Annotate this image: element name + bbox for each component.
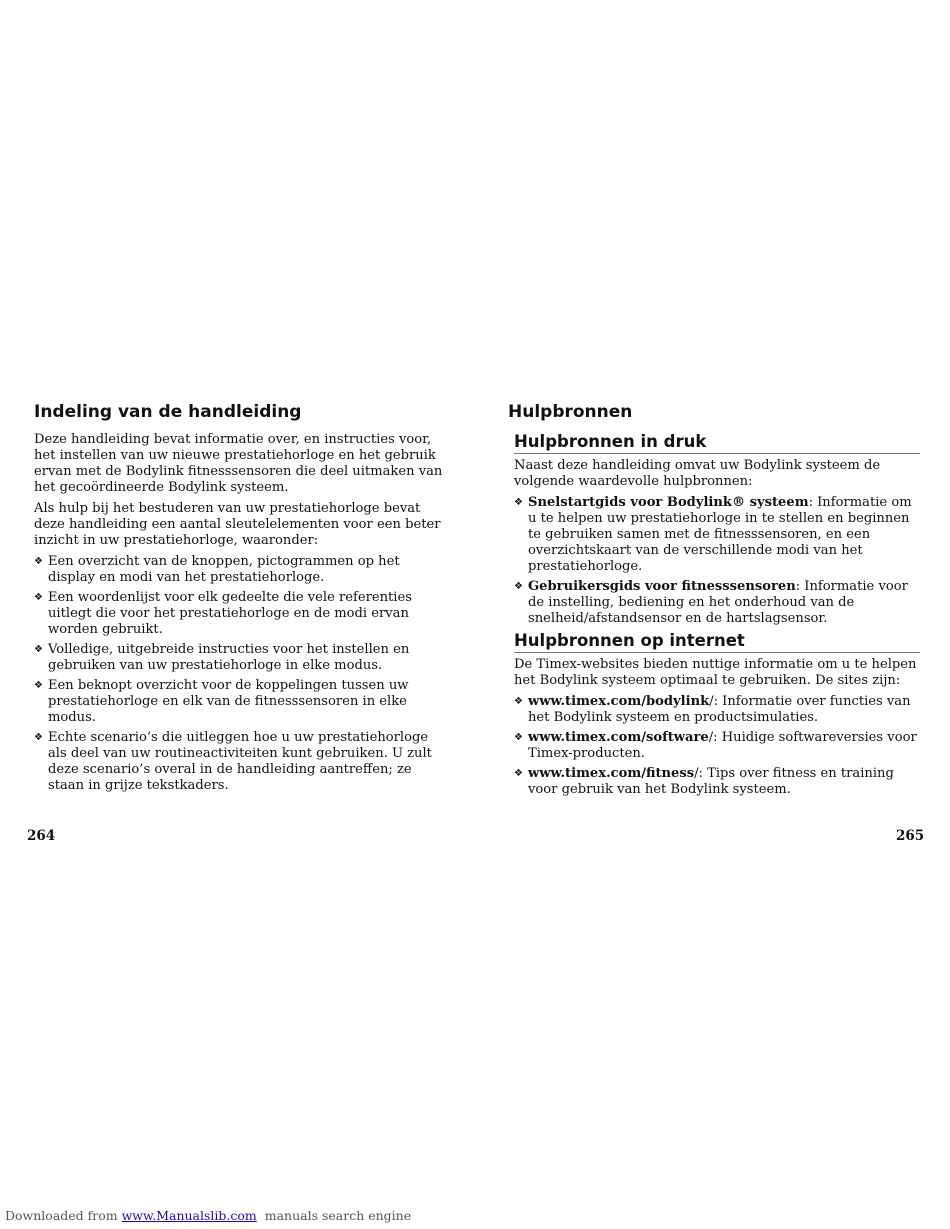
list-item bbox=[34, 678, 446, 726]
diamond-bullet-icon: ❖ bbox=[34, 556, 43, 567]
print-resources-list bbox=[514, 495, 920, 627]
download-footer bbox=[5, 1208, 411, 1223]
list-item-text: Een overzicht van de knoppen, pictogrammen op het display en modi van het prestatiehorloge. bbox=[48, 554, 400, 585]
print-resources-intro: Naast deze handleiding omvat uw Bodylink systeem de volgende waardevolle hulpbronnen: bbox=[514, 458, 881, 489]
left-bullet-list bbox=[34, 554, 446, 794]
list-item bbox=[514, 730, 920, 762]
internet-resources-list bbox=[514, 694, 920, 798]
right-page-number: 265 bbox=[896, 828, 925, 844]
left-page-number: 264 bbox=[27, 828, 56, 844]
list-item bbox=[514, 495, 920, 575]
list-item bbox=[34, 642, 446, 674]
website-description: /: Tips over fitness en training voor gebruik van het Bodylink systeem. bbox=[528, 766, 894, 797]
diamond-bullet-icon: ❖ bbox=[34, 732, 43, 743]
right-page-title: Hulpbronnen bbox=[508, 402, 633, 422]
list-item bbox=[34, 554, 446, 586]
internet-resources-heading: Hulpbronnen op internet bbox=[514, 631, 920, 653]
print-resources-heading: Hulpbronnen in druk bbox=[514, 432, 920, 454]
diamond-bullet-icon: ❖ bbox=[514, 768, 523, 779]
website-url: www.timex.com/bodylink bbox=[528, 694, 710, 709]
manualslib-link[interactable]: www.Manualslib.com bbox=[121, 1208, 257, 1223]
list-item-text: Een beknopt overzicht voor de koppelingen tussen uw prestatiehorloge en elk van de fitnesssensoren in elke modus. bbox=[48, 678, 409, 725]
diamond-bullet-icon: ❖ bbox=[34, 644, 43, 655]
list-item-text: Een woordenlijst voor elk gedeelte die vele referenties uitlegt die voor het prestatiehorloge en de modi ervan worden gebruikt. bbox=[48, 590, 412, 637]
left-second-paragraph: Als hulp bij het bestuderen van uw prestatiehorloge bevat deze handleiding een aantal sleutelelementen voor een beter inzicht in uw prestatiehorloge, waaronder: bbox=[34, 501, 441, 548]
diamond-bullet-icon: ❖ bbox=[34, 680, 43, 691]
footer-prefix: Downloaded from bbox=[5, 1208, 122, 1223]
resource-title: Gebruikersgids voor fitnesssensoren bbox=[528, 579, 796, 594]
list-item bbox=[34, 590, 446, 638]
resource-description: : Informatie voor de instelling, bediening en het onderhoud van de snelheid/afstandsensor en de hartslagsensor. bbox=[528, 579, 908, 626]
list-item bbox=[514, 694, 920, 726]
resource-title: Snelstartgids voor Bodylink® systeem bbox=[528, 495, 809, 510]
website-url: www.timex.com/software bbox=[528, 730, 709, 745]
list-item bbox=[34, 730, 446, 794]
list-item-text: Echte scenario’s die uitleggen hoe u uw prestatiehorloge als deel van uw routineactiviteiten kunt gebruiken. U zult deze scenario’s overal in de handleiding aantreffen; ze staan in grijze tekstkaders. bbox=[48, 730, 432, 793]
left-page-title: Indeling van de handleiding bbox=[34, 402, 302, 422]
footer-suffix: manuals search engine bbox=[256, 1208, 412, 1223]
diamond-bullet-icon: ❖ bbox=[514, 497, 523, 508]
list-item-text: Volledige, uitgebreide instructies voor het instellen en gebruiken van uw prestatiehorloge in elke modus. bbox=[48, 642, 410, 673]
right-page bbox=[508, 400, 920, 802]
internet-resources-intro: De Timex-websites bieden nuttige informatie om u te helpen het Bodylink systeem optimaal te gebruiken. De sites zijn: bbox=[514, 657, 917, 688]
diamond-bullet-icon: ❖ bbox=[514, 581, 523, 592]
diamond-bullet-icon: ❖ bbox=[514, 732, 523, 743]
website-description: /: Huidige softwareversies voor Timex-producten. bbox=[528, 730, 917, 761]
left-intro-paragraph: Deze handleiding bevat informatie over, en instructies voor, het instellen van uw nieuwe prestatiehorloge en het gebruik ervan met de Bodylink fitnesssensoren die deel uitmaken van het gecoördineerde Bodylink systeem. bbox=[34, 432, 443, 495]
list-item bbox=[514, 766, 920, 798]
diamond-bullet-icon: ❖ bbox=[514, 696, 523, 707]
website-url: www.timex.com/fitness bbox=[528, 766, 695, 781]
list-item bbox=[514, 579, 920, 627]
website-description: /: Informatie over functies van het Bodylink systeem en productsimulaties. bbox=[528, 694, 911, 725]
diamond-bullet-icon: ❖ bbox=[34, 592, 43, 603]
left-page bbox=[34, 400, 446, 798]
resource-description: : Informatie om u te helpen uw prestatiehorloge in te stellen en beginnen te gebruiken samen met de fitnesssensoren, en een overzichtskaart van de verschillende modi van het prestatiehorloge. bbox=[528, 495, 912, 574]
